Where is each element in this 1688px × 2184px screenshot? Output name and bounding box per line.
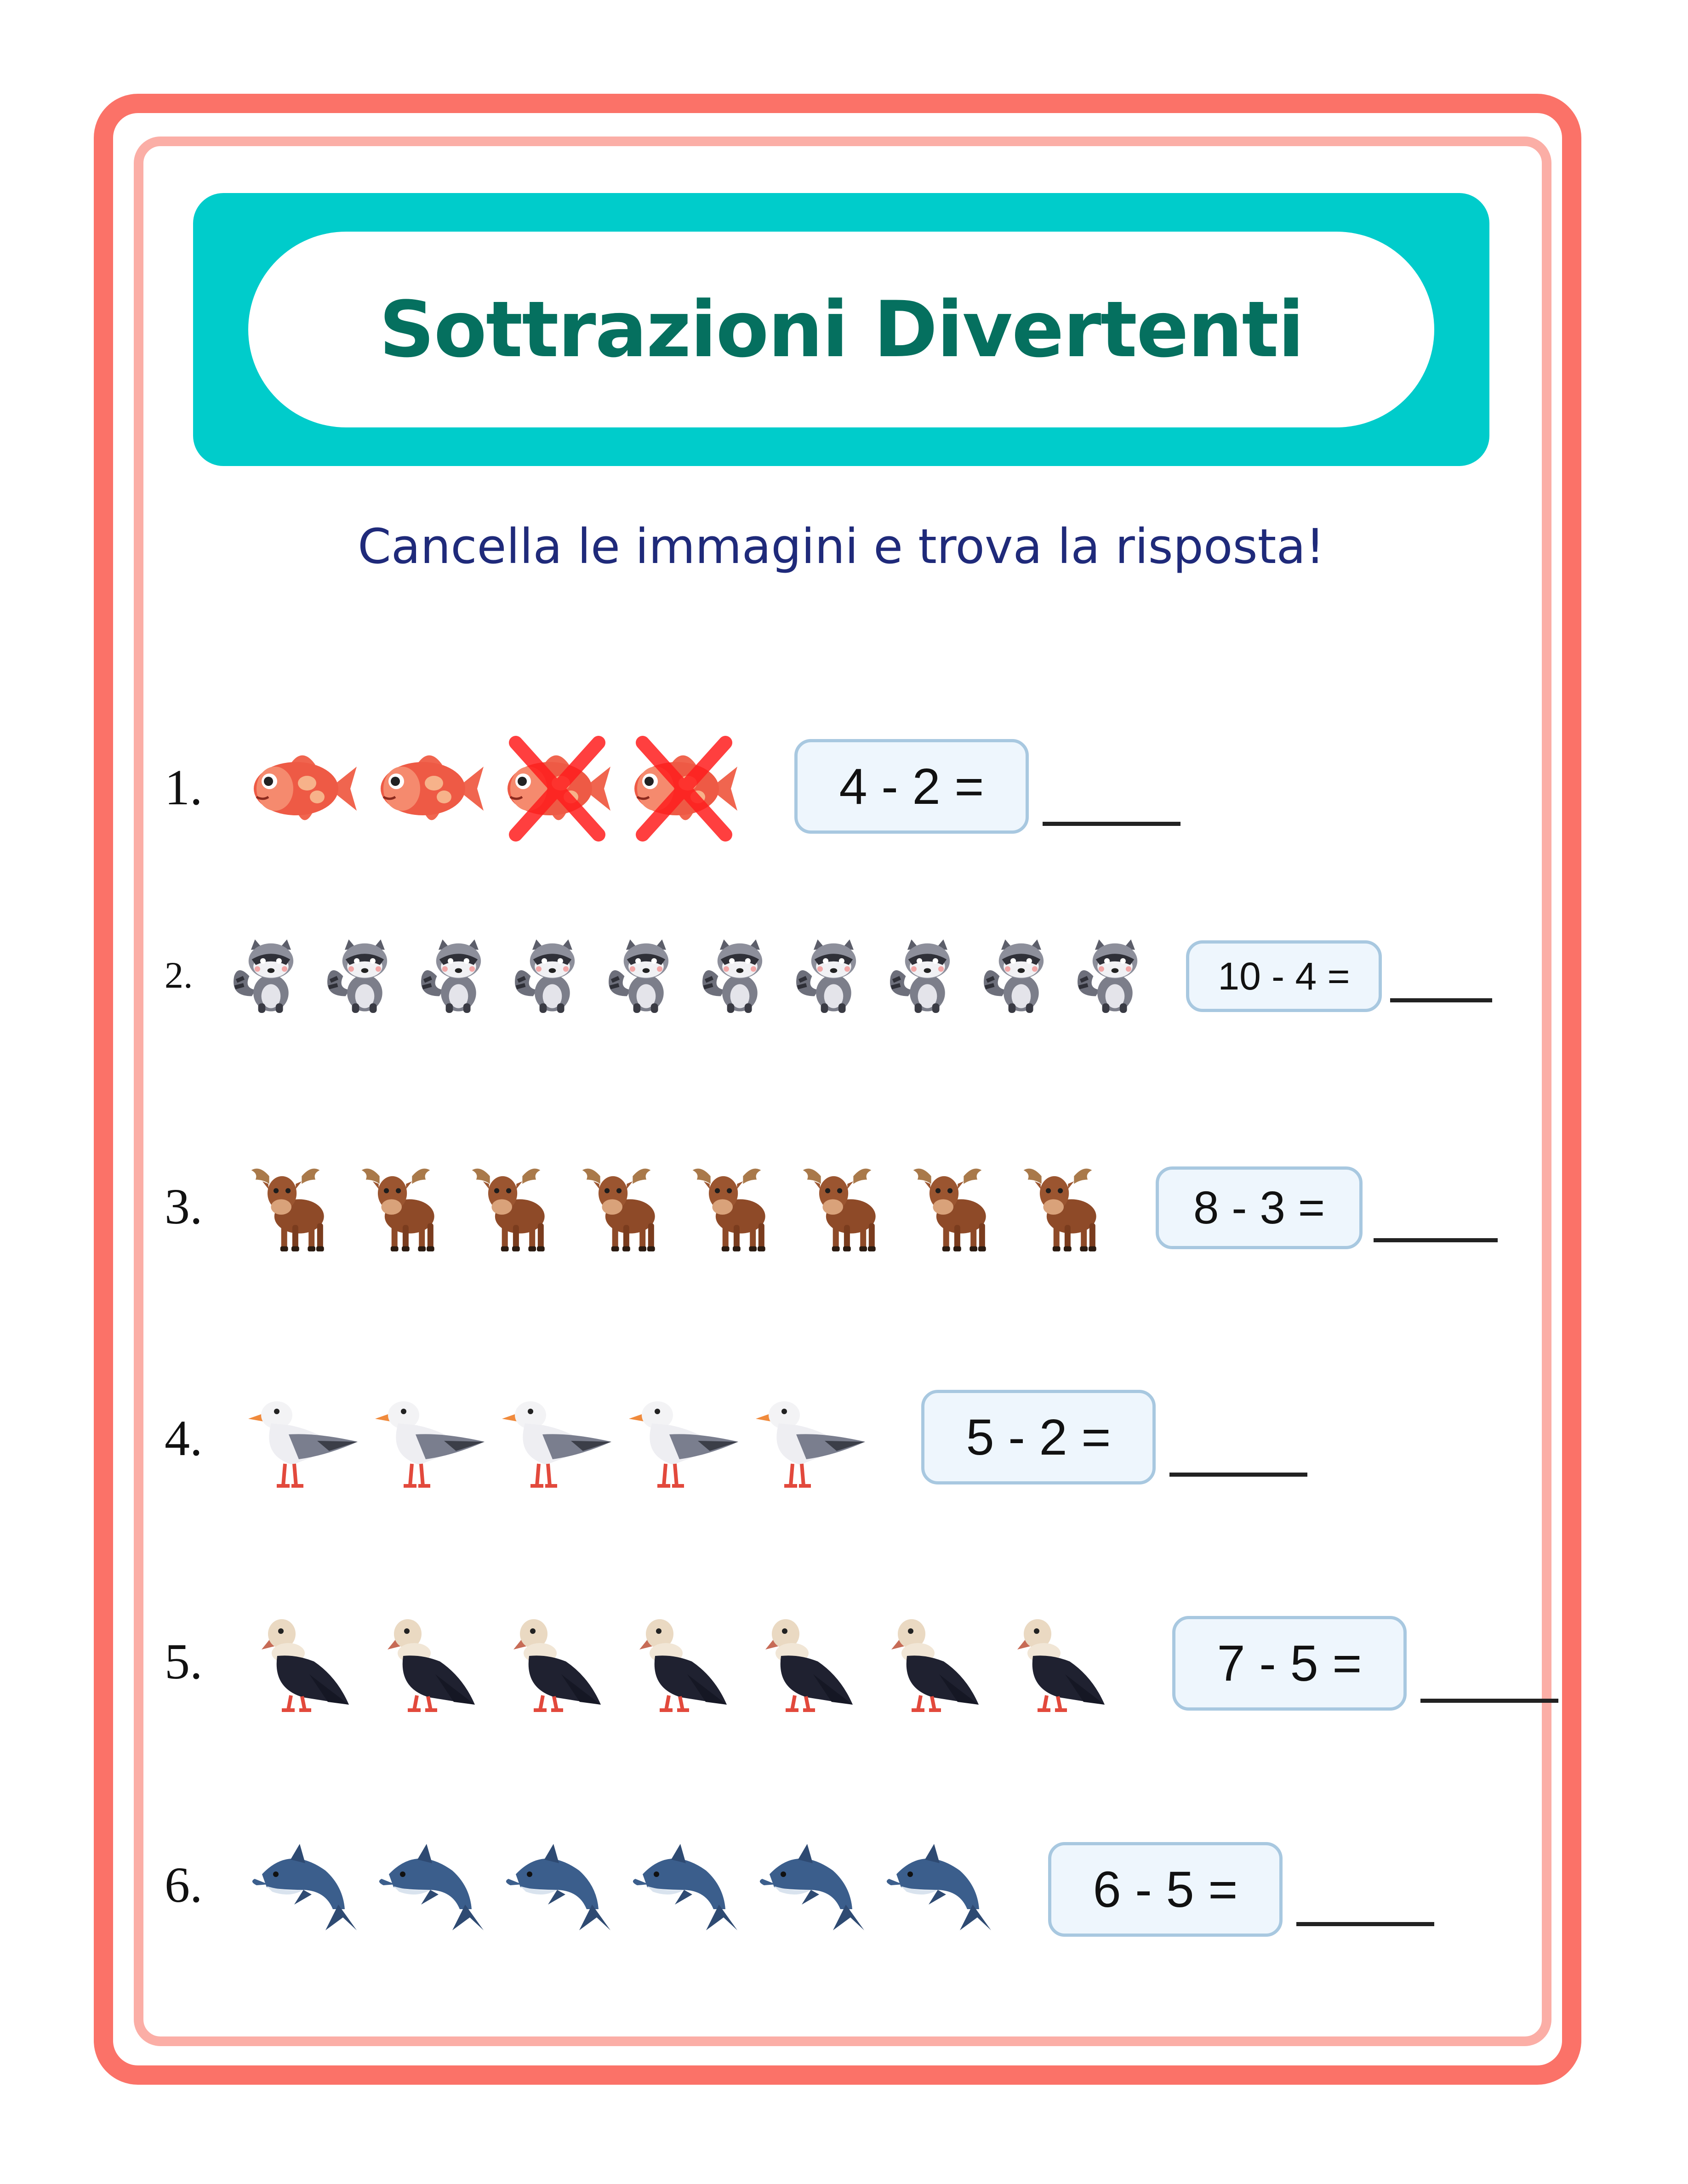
- raccoon-icon[interactable]: [320, 936, 400, 1016]
- equation-box: 6 - 5 =: [1048, 1842, 1283, 1937]
- answer-blank[interactable]: [1043, 822, 1180, 826]
- problem-number: 1.: [165, 759, 203, 815]
- dolphin-icon[interactable]: [629, 1840, 739, 1932]
- dolphin-icon[interactable]: [248, 1840, 359, 1932]
- dolphin-icon[interactable]: [756, 1840, 866, 1932]
- vulture-icon[interactable]: [257, 1610, 353, 1716]
- fish-icon[interactable]: [375, 743, 485, 835]
- raccoon-icon[interactable]: [883, 936, 963, 1016]
- equation-box: 8 - 3 =: [1156, 1166, 1363, 1249]
- cross-mark-icon: [502, 738, 612, 839]
- cross-mark-icon: [629, 738, 739, 839]
- dolphin-icon[interactable]: [502, 1840, 612, 1932]
- problem-number: 3.: [165, 1178, 203, 1234]
- vulture-icon[interactable]: [382, 1610, 479, 1716]
- moose-icon[interactable]: [1015, 1160, 1101, 1256]
- fish-icon[interactable]: [629, 743, 739, 835]
- moose-icon[interactable]: [574, 1160, 659, 1256]
- problem-number: 2.: [165, 954, 193, 996]
- equation-box: 7 - 5 =: [1172, 1616, 1407, 1711]
- problem-number: 4.: [165, 1410, 203, 1466]
- vulture-icon[interactable]: [508, 1610, 605, 1716]
- seagull-icon[interactable]: [756, 1387, 866, 1492]
- moose-icon[interactable]: [794, 1160, 880, 1256]
- page-title: Sottrazioni Divertenti: [379, 284, 1304, 375]
- dolphin-icon[interactable]: [375, 1840, 485, 1932]
- vulture-icon[interactable]: [760, 1610, 857, 1716]
- moose-icon[interactable]: [684, 1160, 770, 1256]
- dolphin-icon[interactable]: [883, 1840, 993, 1932]
- problem-number: 5.: [165, 1633, 203, 1689]
- moose-icon[interactable]: [243, 1160, 328, 1256]
- raccoon-icon[interactable]: [226, 936, 306, 1016]
- vulture-icon[interactable]: [886, 1610, 983, 1716]
- fish-icon[interactable]: [502, 743, 612, 835]
- seagull-icon[interactable]: [248, 1387, 359, 1492]
- equation-box: 10 - 4 =: [1186, 940, 1382, 1012]
- raccoon-icon[interactable]: [414, 936, 494, 1016]
- seagull-icon[interactable]: [629, 1387, 739, 1492]
- raccoon-icon[interactable]: [601, 936, 681, 1016]
- equation-box: 5 - 2 =: [921, 1390, 1156, 1484]
- answer-blank[interactable]: [1420, 1699, 1558, 1703]
- fish-icon[interactable]: [248, 743, 359, 835]
- moose-icon[interactable]: [353, 1160, 439, 1256]
- vulture-icon[interactable]: [1012, 1610, 1109, 1716]
- vulture-icon[interactable]: [634, 1610, 731, 1716]
- answer-blank[interactable]: [1169, 1473, 1307, 1477]
- moose-icon[interactable]: [463, 1160, 549, 1256]
- raccoon-icon[interactable]: [508, 936, 587, 1016]
- instructions: Cancella le immagini e trova la risposta!: [358, 518, 1325, 574]
- answer-blank[interactable]: [1390, 998, 1492, 1002]
- raccoon-icon[interactable]: [695, 936, 775, 1016]
- answer-blank[interactable]: [1296, 1922, 1434, 1926]
- raccoon-icon[interactable]: [1070, 936, 1150, 1016]
- moose-icon[interactable]: [905, 1160, 990, 1256]
- raccoon-icon[interactable]: [789, 936, 869, 1016]
- answer-blank[interactable]: [1374, 1238, 1498, 1242]
- equation-box: 4 - 2 =: [794, 739, 1029, 834]
- title-pill: [248, 232, 1434, 427]
- seagull-icon[interactable]: [502, 1387, 612, 1492]
- seagull-icon[interactable]: [375, 1387, 485, 1492]
- problem-number: 6.: [165, 1857, 203, 1913]
- raccoon-icon[interactable]: [976, 936, 1056, 1016]
